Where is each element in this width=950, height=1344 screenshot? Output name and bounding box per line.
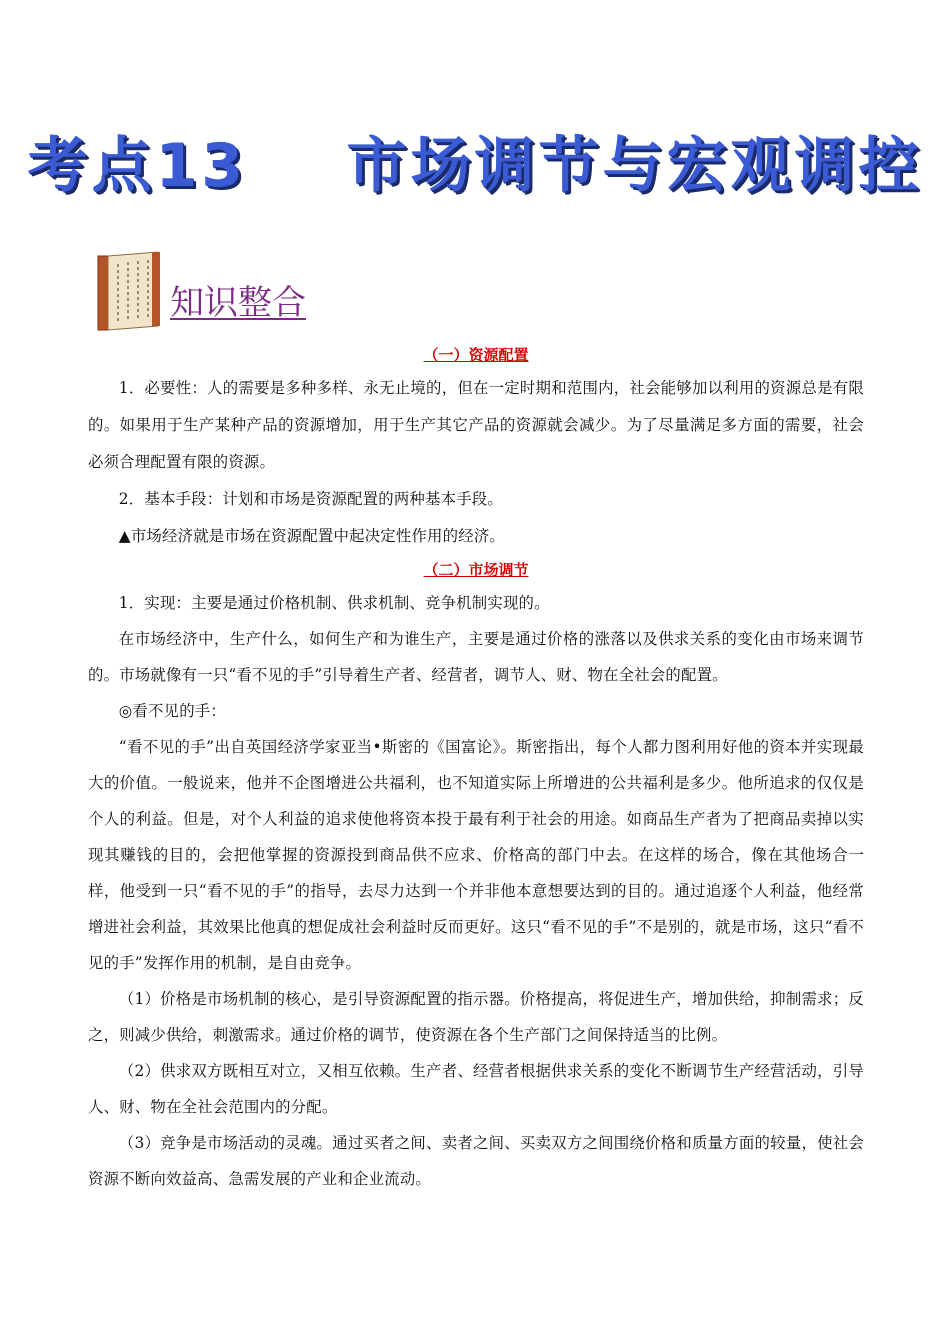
paragraph: 2．基本手段：计划和市场是资源配置的两种基本手段。 [118, 490, 503, 508]
book-icon [96, 250, 162, 332]
paragraph: ◎看不见的手： [118, 702, 226, 720]
paragraph: ▲市场经济就是市场在资源配置中起决定性作用的经济。 [118, 527, 506, 545]
paragraph: （3）竞争是市场活动的灵魂。通过买者之间、卖者之间、买卖双方之间围绕价格和质量方面的较量，使社会资源不断向效益高、急需发展的产业和企业流动。 [88, 1134, 864, 1188]
paragraph: 1．实现：主要是通过价格机制、供求机制、竞争机制实现的。 [118, 594, 550, 612]
content [88, 340, 864, 1197]
paragraph: 在市场经济中，生产什么，如何生产和为谁生产，主要是通过价格的涨落以及供求关系的变化由市场来调节的。市场就像有一只“看不见的手”引导着生产者、经营者，调节人、财、物在全社会的配置。 [88, 630, 864, 684]
paragraph: （1）价格是市场机制的核心，是引导资源配置的指示器。价格提高，将促进生产，增加供给，抑制需求；反之，则减少供给，刺激需求。通过价格的调节，使资源在各个生产部门之间保持适当的比例。 [88, 990, 864, 1044]
paragraph: “看不见的手”出自英国经济学家亚当•斯密的《国富论》。斯密指出，每个人都力图利用好他的资本并实现最大的价值。一般说来，他并不企图增进公共福利，也不知道实际上所增进的公共福利是多少。他所追求的仅仅是个人的利益。但是，对个人利益的追求使他将资本投于最有利于社会的用途。如商品生产者为了把商品卖掉以实现其赚钱的目的，会把他掌握的资源投到商品供不应求、价格高的部门中去。在这样的场合，像在其他场合一样，他受到一只“看不见的手”的指导，去尽力达到一个并非他本意想要达到的目的。通过追逐个人利益，他经常增进社会利益，其效果比他真的想促成社会利益时反而更好。这只“看不见的手”不是别的，就是市场，这只“看不见的手”发挥作用的机制，是自由竞争。 [88, 738, 864, 972]
paragraph: 1．必要性：人的需要是多种多样、永无止境的，但在一定时期和范围内，社会能够加以利用的资源总是有限的。如果用于生产某种产品的资源增加，用于生产其它产品的资源就会减少。为了尽量满足多方面的需要，社会必须合理配置有限的资源。 [88, 379, 864, 471]
page-title: 考点13 市场调节与宏观调控 [27, 131, 923, 201]
section-label: 知识整合 [170, 283, 306, 323]
sub-heading-market-regulation: （二）市场调节 [423, 561, 529, 579]
paragraph: （2）供求双方既相互对立，又相互依赖。生产者、经营者根据供求关系的变化不断调节生产经营活动，引导人、财、物在全社会范围内的分配。 [88, 1062, 864, 1116]
sub-heading-resource-allocation: （一）资源配置 [423, 346, 529, 364]
